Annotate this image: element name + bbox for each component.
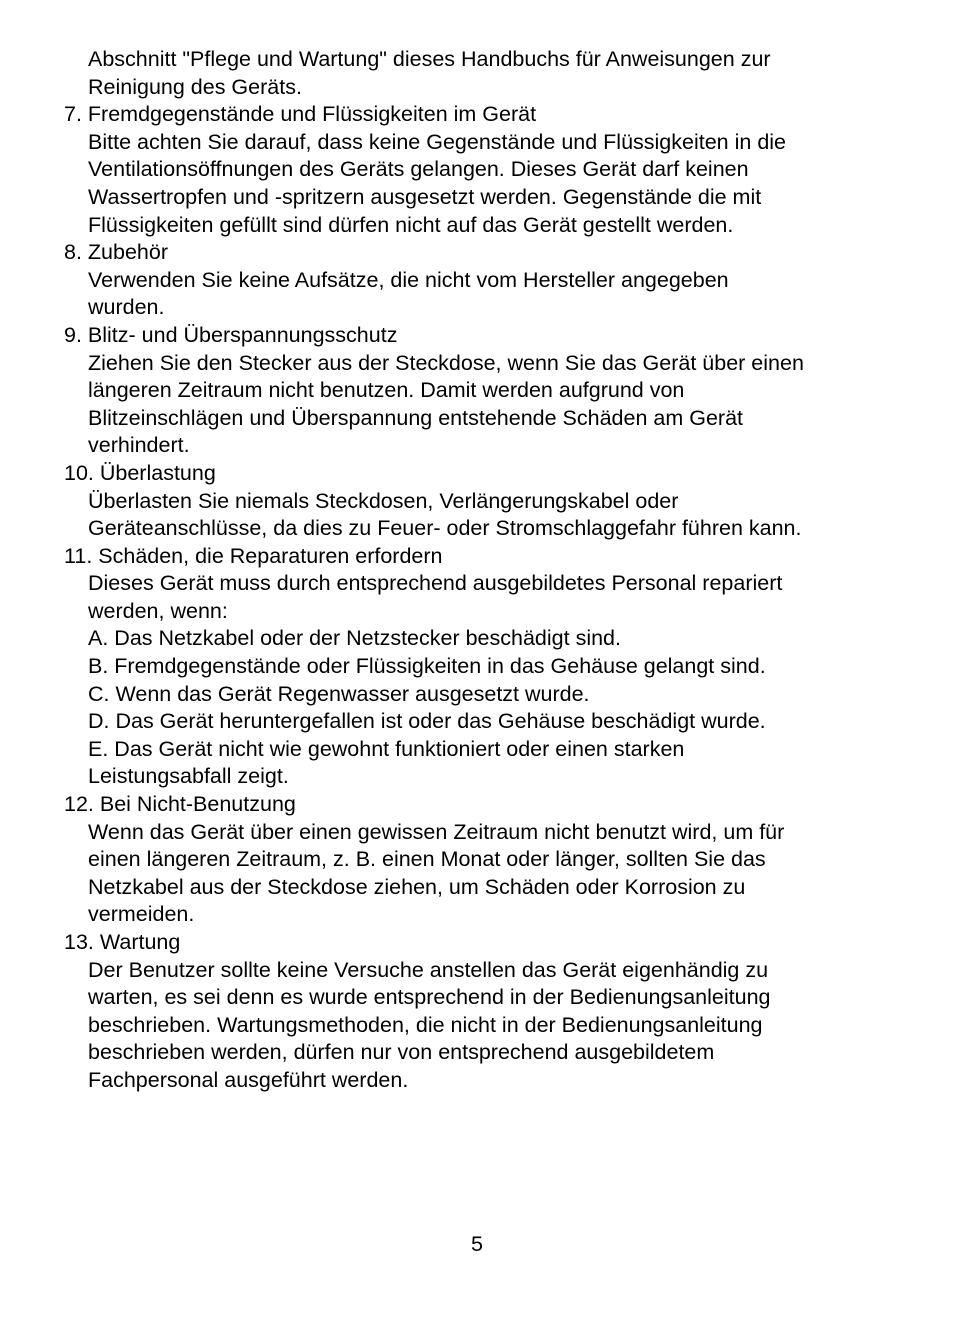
section-text-line: Wenn das Gerät über einen gewissen Zeitraum nicht benutzt wird, um für <box>88 819 785 844</box>
section-text-line: warten, es sei denn es wurde entsprechend in der Bedienungsanleitung <box>88 985 771 1010</box>
manual-section <box>64 543 904 791</box>
section-text-line: Verwenden Sie keine Aufsätze, die nicht vom Hersteller angegeben <box>88 267 729 292</box>
section-text-line: Ventilationsöffnungen des Geräts gelangen. Dieses Gerät darf keinen <box>88 157 749 182</box>
section-heading: 8. Zubehör <box>64 240 168 265</box>
section-text-line: Wassertropfen und -spritzern ausgesetzt werden. Gegenstände die mit <box>88 184 762 209</box>
section-text-line: beschrieben. Wartungsmethoden, die nicht in der Bedienungsanleitung <box>88 1012 763 1037</box>
section-heading: 10. Überlastung <box>64 460 216 485</box>
section-text-line: wurden. <box>88 295 165 320</box>
section-text-line: vermeiden. <box>88 902 195 927</box>
section-heading: 7. Fremdgegenstände und Flüssigkeiten im Gerät <box>64 102 537 127</box>
section-text-line: Netzkabel aus der Steckdose ziehen, um Schäden oder Korrosion zu <box>88 874 746 899</box>
section-heading: 11. Schäden, die Reparaturen erfordern <box>64 543 443 568</box>
section-text-line: Überlasten Sie niemals Steckdosen, Verlängerungskabel oder <box>88 488 679 513</box>
section-heading: 13. Wartung <box>64 930 181 954</box>
section-text-line: D. Das Gerät heruntergefallen ist oder das Gehäuse beschädigt wurde. <box>88 709 766 734</box>
section-heading: 12. Bei Nicht-Benutzung <box>64 792 296 817</box>
section-text-line: Der Benutzer sollte keine Versuche anstellen das Gerät eigenhändig zu <box>88 957 769 982</box>
manual-section <box>64 929 904 1095</box>
section-text-line: B. Fremdgegenstände oder Flüssigkeiten in das Gehäuse gelangt sind. <box>88 654 766 679</box>
manual-section <box>64 791 904 929</box>
section-text-line: einen längeren Zeitraum, z. B. einen Monat oder länger, sollten Sie das <box>88 847 766 872</box>
section-text-line: verhindert. <box>88 433 190 458</box>
section-text-line: E. Das Gerät nicht wie gewohnt funktioniert oder einen starken <box>88 736 685 761</box>
section-list <box>64 101 904 1094</box>
page-number: 5 <box>471 1232 483 1256</box>
section-heading: 9. Blitz- und Überspannungsschutz <box>64 322 398 347</box>
section-text-line: Blitzeinschlägen und Überspannung entstehende Schäden am Gerät <box>88 405 744 430</box>
section-text-line: A. Das Netzkabel oder der Netzstecker beschädigt sind. <box>88 626 621 651</box>
section-text-line: beschrieben werden, dürfen nur von entsprechend ausgebildetem <box>88 1040 715 1065</box>
section-text-line: Leistungsabfall zeigt. <box>88 764 289 789</box>
section-text-line: C. Wenn das Gerät Regenwasser ausgesetzt wurde. <box>88 681 590 706</box>
section-text-line: Fachpersonal ausgeführt werden. <box>88 1067 409 1092</box>
manual-section <box>64 322 904 460</box>
intro-line: Reinigung des Geräts. <box>88 74 302 99</box>
intro-line: Abschnitt "Pflege und Wartung" dieses Handbuchs für Anweisungen zur <box>88 47 771 71</box>
section-text-line: Geräteanschlüsse, da dies zu Feuer- oder Stromschlaggefahr führen kann. <box>88 516 802 541</box>
section-text-line: Flüssigkeiten gefüllt sind dürfen nicht auf das Gerät gestellt werden. <box>88 212 734 237</box>
section-text-line: Ziehen Sie den Stecker aus der Steckdose, wenn Sie das Gerät über einen <box>88 350 804 375</box>
manual-section <box>64 460 904 543</box>
page-content <box>64 46 904 1095</box>
section-text-line: längeren Zeitraum nicht benutzen. Damit werden aufgrund von <box>88 378 685 403</box>
manual-section <box>64 101 904 239</box>
manual-section <box>64 239 904 322</box>
intro-paragraph <box>64 46 904 101</box>
section-text-line: Bitte achten Sie darauf, dass keine Gegenstände und Flüssigkeiten in die <box>88 129 787 154</box>
section-text-line: Dieses Gerät muss durch entsprechend ausgebildetes Personal repariert <box>88 571 783 596</box>
section-text-line: werden, wenn: <box>88 598 228 623</box>
